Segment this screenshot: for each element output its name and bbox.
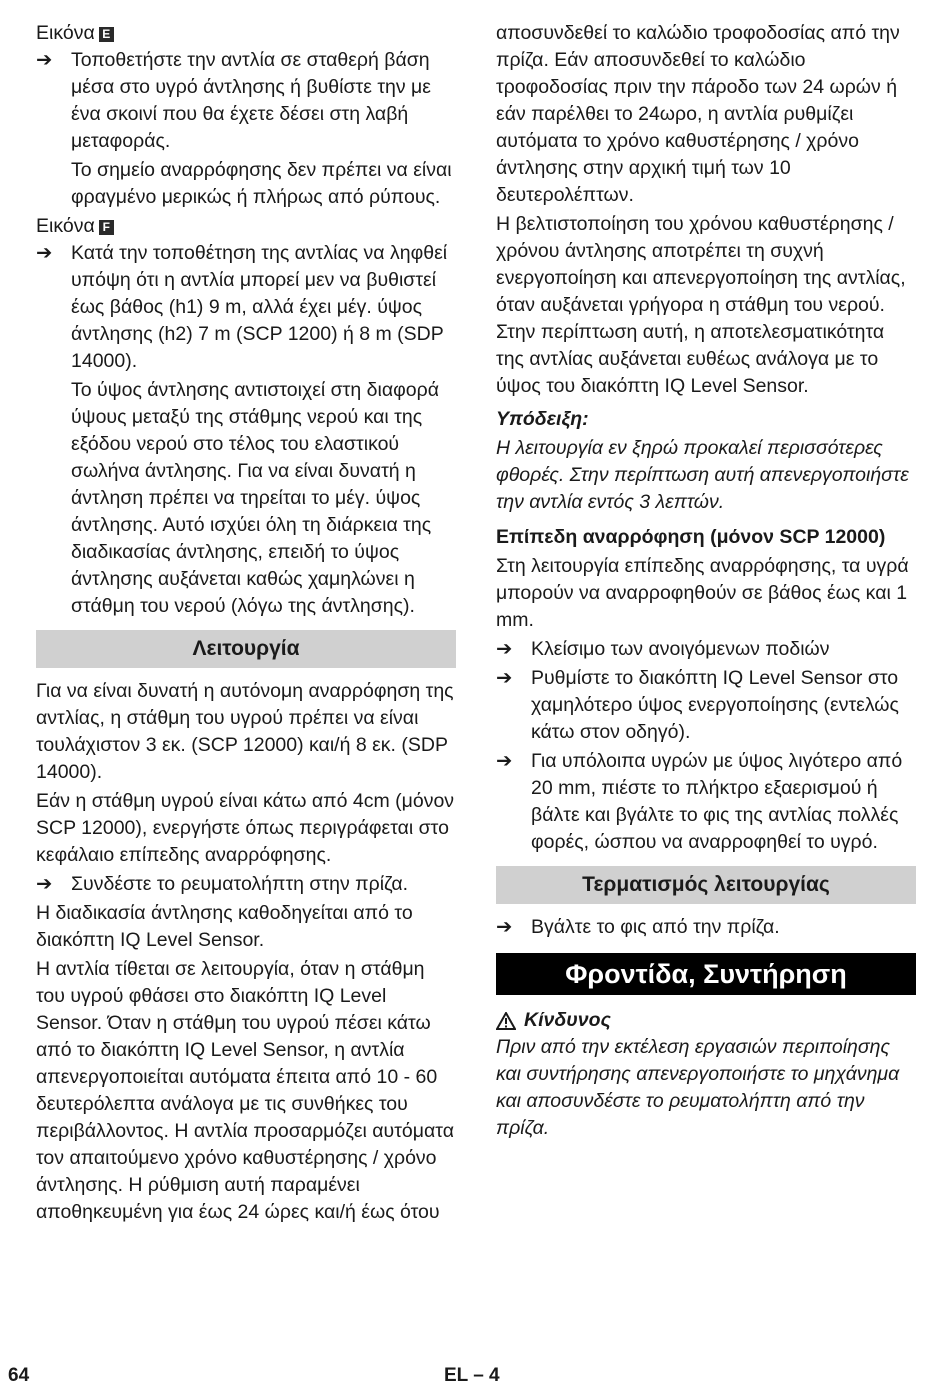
step-immersion-depth: ➔ Κατά την τοποθέτηση της αντλίας να ληφθεί υπόψη ότι η αντλία μπορεί μεν να βυθιστεί έως βάθος (h1) 9 m, αλλά έχει μέγ. ύψος άντλησης (h2) 7 m (SCP 1200) ή 8 m (SDP 14000).	[36, 242, 448, 372]
operation-paragraph-4: Η αντλία τίθεται σε λειτουργία, όταν η στάθμη του υγρού φθάσει στο διακόπτη IQ Level Sensor. Όταν η στάθμη του υγρού πέσει κάτω από το διακόπτη IQ Level Sensor, η αντλία απενεργοποιείται αυτόματα έπειτα από 10 - 60 δευτερόλεπτα ανάλογα με τις συνθήκες του περιβάλλοντος. Η αντλία προσαρμόζει αυτόματα τον απαιτούμενο χρόνο καθυστέρησης / χρόνο άντλησης. Η ρύθμιση αυτή παραμένει αποθηκευμένη για έως 24 ώρες και/ή έως ότου	[36, 958, 454, 1223]
operation-paragraph-3: Η διαδικασία άντλησης καθοδηγείται από το διακόπτη IQ Level Sensor.	[36, 902, 413, 951]
arrow-right-icon: ➔	[496, 750, 513, 772]
note-heading: Υπόδειξη:	[496, 408, 589, 430]
note-suction-point: Το σημείο αναρρόφησης δεν πρέπει να είναι φραγμένο μερικώς ή πλήρως από ρύπους.	[71, 159, 452, 208]
arrow-right-icon: ➔	[496, 916, 513, 938]
arrow-right-icon: ➔	[36, 49, 53, 71]
step-connect-plug: ➔ Συνδέστε το ρευματολήπτη στην πρίζα.	[36, 871, 456, 898]
arrow-right-icon: ➔	[496, 667, 513, 689]
step-set-sensor: ➔ Ρυθμίστε το διακόπτη IQ Level Sensor στο χαμηλότερο ύψος ενεργοποίησης (εντελώς κάτω στον οδηγό).	[496, 667, 899, 743]
figure-e-letter: E	[99, 27, 114, 42]
section-heading-care-maintenance: Φροντίδα, Συντήρηση	[496, 953, 916, 995]
page-number: 64	[8, 1365, 30, 1386]
left-column	[36, 20, 456, 1228]
right-column	[496, 20, 916, 1144]
step-residual-liquids: ➔ Για υπόλοιπα υγρών με ύψος λιγότερο από 20 mm, πιέστε το πλήκτρο εξαερισμού ή βάλτε και βγάλτε το φις της αντλίας πολλές φορές, ώσπου να αναρροφηθεί το υγρό.	[496, 750, 903, 853]
figure-f-reference: Εικόνα F	[36, 213, 456, 240]
note-text: Η λειτουργία εν ξηρώ προκαλεί περισσότερες φθορές. Στην περίπτωση αυτή απενεργοποιήστε την αντλία εντός 3 λεπτών.	[496, 437, 909, 513]
figure-e-reference: Εικόνα E	[36, 20, 456, 47]
flat-suction-heading: Επίπεδη αναρρόφηση (μόνον SCP 12000)	[496, 526, 886, 548]
arrow-right-icon: ➔	[36, 873, 53, 895]
step-close-feet: ➔ Κλείσιμο των ανοιγόμενων ποδιών	[496, 636, 916, 663]
step-unplug: ➔ Βγάλτε το φις από την πρίζα.	[496, 914, 916, 941]
operation-paragraph-1: Για να είναι δυνατή η αυτόνομη αναρρόφηση της αντλίας, η στάθμη του υγρού πρέπει να είναι τουλάχιστον 3 εκ. (SCP 12000) και/ή 8 εκ. (SDP 14000).	[36, 680, 454, 783]
section-heading-operation: Λειτουργία	[36, 630, 456, 668]
language-page-label: EL – 4	[444, 1365, 500, 1386]
figure-f-letter: F	[99, 220, 114, 235]
section-heading-stop-operation: Τερματισμός λειτουργίας	[496, 866, 916, 904]
flat-suction-paragraph: Στη λειτουργία επίπεδης αναρρόφησης, τα υγρά μπορούν να αναρροφηθούν σε βάθος έως και 1 mm.	[496, 555, 909, 631]
continued-paragraph-1: αποσυνδεθεί το καλώδιο τροφοδοσίας από την πρίζα. Εάν αποσυνδεθεί το καλώδιο τροφοδοσίας πριν την πάροδο των 24 ωρών ή εάν παρέλθει το 24ωρο, η αντλία ρυθμίζει αυτόματα το χρόνο καθυστέρησης / χρόνο άντλησης στην αρχική τιμή των 10 δευτερολέπτων.	[496, 22, 900, 206]
step-place-pump: ➔ Τοποθετήστε την αντλία σε σταθερή βάση μέσα στο υγρό άντλησης ή βυθίστε την με ένα σκοινί που θα έχετε δέσει στη λαβή μεταφοράς.	[36, 49, 431, 152]
arrow-right-icon: ➔	[496, 638, 513, 660]
note-delivery-height: Το ύψος άντλησης αντιστοιχεί στη διαφορά ύψους μεταξύ της στάθμης νερού και της εξόδου νερού στο τέλος του ελαστικού σωλήνα άντλησης. Για να είναι δυνατή η άντληση πρέπει να τηρείται το μέγ. ύψος άντλησης. Αυτό ισχύει όλη τη διάρκεια της διαδικασίας άντλησης, επειδή το ύψος άντλησης αυξάνεται καθώς χαμηλώνει η στάθμη του νερού (λόγω της άντλησης).	[71, 379, 439, 617]
arrow-right-icon: ➔	[36, 242, 53, 264]
danger-heading: Κίνδυνος	[496, 1007, 916, 1034]
warning-triangle-icon	[496, 1012, 516, 1030]
danger-text: Πριν από την εκτέλεση εργασιών περιποίησης και συντήρησης απενεργοποιήστε το μηχάνημα και αποσυνδέστε το ρευματολήπτη από την πρίζα.	[496, 1036, 900, 1139]
operation-paragraph-2: Εάν η στάθμη υγρού είναι κάτω από 4cm (μόνον SCP 12000), ενεργήστε όπως περιγράφεται στο κεφάλαιο επίπεδης αναρρόφησης.	[36, 790, 455, 866]
continued-paragraph-2: Η βελτιστοποίηση του χρόνου καθυστέρησης / χρόνου άντλησης αποτρέπει τη συχνή ενεργοποίηση και απενεργοποίηση της αντλίας, όταν αυξάνεται γρήγορα η στάθμη του νερού. Στην περίπτωση αυτή, η αποτελεσματικότητα της αντλίας αυξάνεται ευθέως ανάλογα με το ύψος του διακόπτη IQ Level Sensor.	[496, 213, 906, 397]
